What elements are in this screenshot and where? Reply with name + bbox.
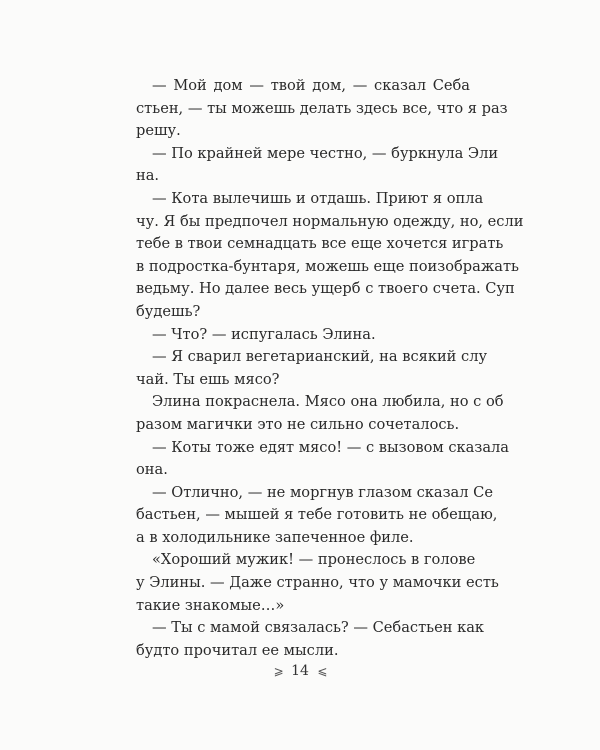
text-line: ведьму. Но далее весь ущерб с твоего счета. Суп — [136, 280, 515, 298]
text-line: чай. Ты ешь мясо? — [136, 370, 280, 388]
text-line: чу. Я бы предпочел нормальную одежду, но, если — [136, 212, 524, 230]
text-line: — Я сварил вегетарианский, на всякий слу — [152, 348, 488, 366]
text-line: решу. — [136, 122, 181, 140]
text-line: бастьен, — мышей я тебе готовить не обещаю, — [136, 506, 498, 524]
ornament-left-icon: ⩾ — [273, 664, 283, 678]
page-number: 14 — [291, 663, 309, 679]
text-line: она. — [136, 461, 168, 479]
text-line: в подростка-бунтаря, можешь еще поизображать — [136, 257, 519, 275]
text-line: тебе в твои семнадцать все еще хочется играть — [136, 235, 504, 253]
text-line: будто прочитал ее мысли. — [136, 641, 339, 659]
text-line: — Коты тоже едят мясо! — с вызовом сказала — [152, 438, 510, 456]
text-line: будешь? — [136, 302, 201, 320]
text-line: — Отлично, — не моргнув глазом сказал Се — [152, 483, 493, 501]
page-footer — [0, 663, 600, 679]
text-line: разом магички это не сильно сочеталось. — [136, 415, 460, 433]
text-line: у Элины. — Даже странно, что у мамочки есть — [136, 574, 499, 592]
text-line: «Хороший мужик! — пронеслось в голове — [152, 551, 476, 569]
text-line: — Что? — испугалась Элина. — [152, 325, 376, 343]
text-line: а в холодильнике запеченное филе. — [136, 528, 414, 546]
ornament-right-icon: ⩽ — [317, 664, 327, 678]
text-line: Элина покраснела. Мясо она любила, но с об — [152, 393, 504, 411]
text-line: — По крайней мере честно, — буркнула Эли — [152, 144, 499, 162]
text-line: на. — [136, 167, 160, 185]
text-line: стьен, — ты можешь делать здесь все, что я раз — [136, 99, 508, 117]
text-line: — Кота вылечишь и отдашь. Приют я опла — [152, 189, 484, 207]
body-text — [136, 75, 524, 662]
text-line: — Ты с мамой связалась? — Себастьен как — [152, 619, 485, 637]
text-line: — Мой дом — твой дом, — сказал Себа — [152, 77, 470, 94]
text-line: такие знакомые…» — [136, 596, 285, 614]
